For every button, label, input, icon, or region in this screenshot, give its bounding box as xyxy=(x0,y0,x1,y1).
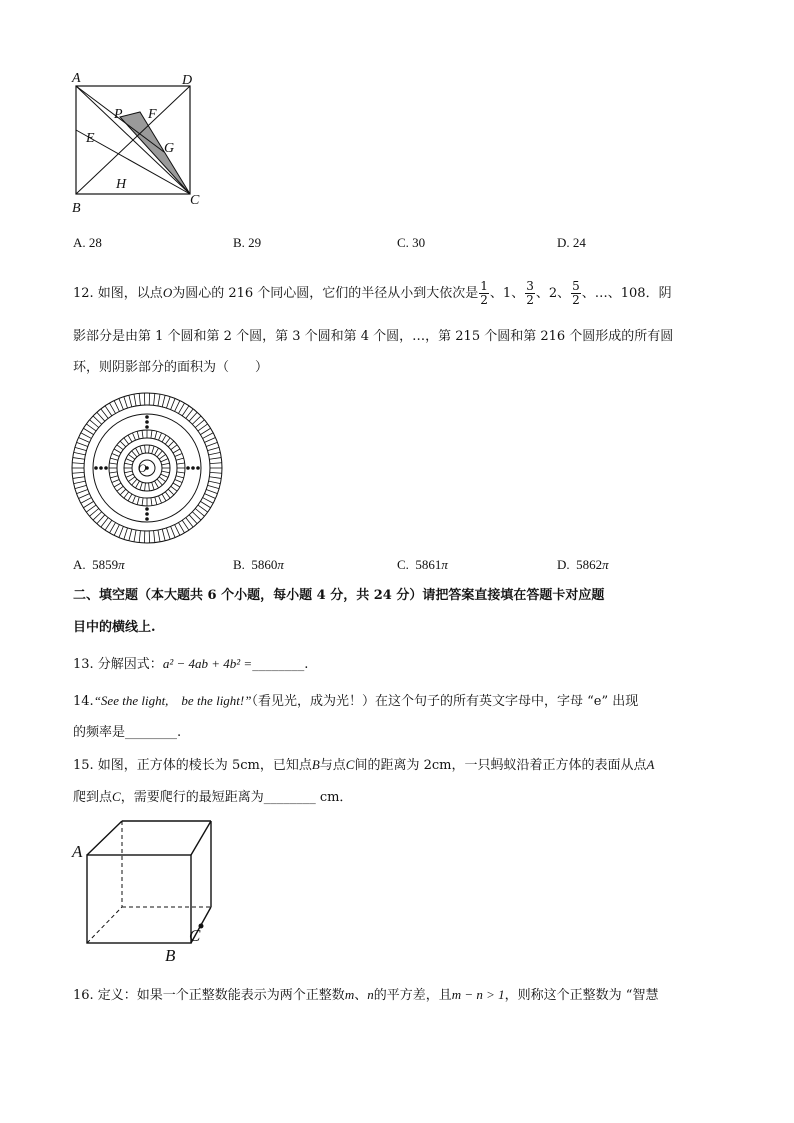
ring-hatch xyxy=(114,401,119,412)
label-H: H xyxy=(116,177,127,192)
ring-hatch xyxy=(209,481,221,483)
label-C: C xyxy=(190,193,200,208)
ellipsis-dot xyxy=(145,517,149,521)
ring-hatch xyxy=(101,409,108,418)
ring-hatch xyxy=(195,508,204,516)
ring-hatch xyxy=(186,518,193,527)
ring-hatch xyxy=(182,520,189,530)
ring-hatch xyxy=(132,479,137,485)
label-P: P xyxy=(114,107,123,122)
ring-hatch xyxy=(165,492,170,498)
ring-hatch xyxy=(86,505,96,512)
ring-hatch xyxy=(119,398,123,409)
ring-hatch xyxy=(155,481,159,488)
ring-hatch xyxy=(83,428,93,434)
ring-hatch xyxy=(166,397,170,408)
q12-line1-end: 、…、108．阴 xyxy=(581,286,672,301)
ring-hatch xyxy=(136,481,140,488)
ellipsis-dot xyxy=(145,420,149,424)
ellipsis-dot xyxy=(104,466,108,470)
q12-prefix: 12. 如图，以点 xyxy=(73,286,163,301)
ring-hatch xyxy=(74,481,86,483)
ring-hatch xyxy=(155,431,157,439)
ring-hatch xyxy=(161,459,168,462)
ring-hatch xyxy=(206,442,217,446)
cube-label-a: A xyxy=(72,842,83,861)
q12-option-c[interactable]: C. 5861π xyxy=(397,557,448,572)
ring-hatch xyxy=(155,497,157,505)
q13-blank[interactable]: ________ xyxy=(252,657,305,672)
fraction-3-2: $\frac{3}{2}$ xyxy=(526,279,534,307)
ring-hatch xyxy=(74,452,86,454)
ring-hatch xyxy=(97,515,105,524)
ring-hatch xyxy=(171,398,175,409)
ellipsis-dot xyxy=(196,466,200,470)
ring-hatch xyxy=(124,397,128,408)
ring-hatch xyxy=(205,437,216,442)
ring-hatch xyxy=(198,424,208,431)
ring-hatch xyxy=(114,483,121,487)
ring-hatch xyxy=(110,403,116,413)
ring-hatch xyxy=(203,498,214,504)
ring-hatch xyxy=(78,494,89,499)
ring-hatch xyxy=(142,498,143,506)
ring-hatch xyxy=(192,512,201,520)
ring-hatch xyxy=(157,479,162,485)
q14-quote: “See the light, be the light!” xyxy=(93,693,252,708)
ring-hatch xyxy=(198,505,208,512)
ring-hatch xyxy=(168,441,174,447)
ring-hatch xyxy=(140,482,142,490)
q11-option-d[interactable]: D. 24 xyxy=(557,235,586,250)
q13-expression: a² − 4ab + 4b² = xyxy=(162,656,253,671)
label-E: E xyxy=(86,131,95,146)
ring-hatch xyxy=(175,479,182,482)
ring-hatch xyxy=(175,401,180,412)
ring-hatch xyxy=(90,420,99,428)
ellipsis-dot xyxy=(186,466,190,470)
ring-hatch xyxy=(124,492,129,498)
square-figure xyxy=(60,70,210,220)
cube-figure xyxy=(68,815,228,965)
ring-hatch xyxy=(171,526,175,537)
ring-hatch xyxy=(208,447,220,450)
ellipsis-dot xyxy=(145,425,149,429)
ellipsis-dot xyxy=(145,512,149,516)
q12-mid: 为圆心的 216 个同心圆，它们的半径从小到大依次是 xyxy=(172,286,479,301)
label-D: D xyxy=(182,73,193,88)
ring-hatch xyxy=(128,477,134,482)
ring-hatch xyxy=(162,463,170,465)
ring-hatch xyxy=(139,393,140,405)
q15-line2: 爬到点C，需要爬行的最短距离为________ cm． xyxy=(73,789,353,805)
ring-hatch xyxy=(120,489,126,495)
ring-hatch xyxy=(97,412,105,421)
ring-hatch xyxy=(206,490,217,494)
ring-hatch xyxy=(109,472,117,473)
ring-hatch xyxy=(158,530,160,542)
ellipsis-dot xyxy=(145,415,149,419)
q14-line2: 的频率是________. xyxy=(73,725,182,740)
ring-hatch xyxy=(192,416,201,424)
ring-hatch xyxy=(168,489,174,495)
concentric-rings-figure xyxy=(70,391,224,545)
q11-option-b[interactable]: B. 29 xyxy=(233,235,262,250)
ring-hatch xyxy=(200,501,210,507)
fraction-5-2: $\frac{5}{2}$ xyxy=(572,279,580,307)
ring-hatch xyxy=(158,433,161,440)
ring-hatch xyxy=(129,529,132,541)
ring-hatch xyxy=(90,508,99,516)
ellipsis-dot xyxy=(94,466,98,470)
ring-hatch xyxy=(110,523,116,533)
q12-option-a[interactable]: A. 5859π xyxy=(73,557,125,572)
ring-hatch xyxy=(175,453,182,456)
ring-hatch xyxy=(171,445,177,450)
q15-line1: 15. 如图，正方体的棱长为 5cm，已知点B与点C间的距离为 2cm，一只蚂蚁沿着正方体的表面从点A xyxy=(73,757,655,773)
q12-sep1: 、1、 xyxy=(489,286,525,301)
q12-point-o: O xyxy=(162,285,173,300)
ring-hatch xyxy=(81,433,92,439)
ring-hatch xyxy=(137,431,139,439)
ring-hatch xyxy=(151,498,152,506)
ring-hatch xyxy=(72,463,84,464)
shaded-triangle xyxy=(120,112,190,194)
ring-hatch xyxy=(152,482,154,490)
label-F: F xyxy=(148,107,157,122)
ring-hatch xyxy=(162,494,166,501)
ring-hatch xyxy=(173,483,180,487)
ring-hatch xyxy=(75,485,87,488)
ring-hatch xyxy=(72,472,84,473)
ring-hatch xyxy=(83,501,93,507)
ring-hatch xyxy=(182,406,189,416)
ring-hatch xyxy=(73,458,85,460)
ring-hatch xyxy=(117,445,123,450)
ellipsis-dot xyxy=(191,466,195,470)
ring-hatch xyxy=(86,424,96,431)
ring-hatch xyxy=(112,453,119,456)
ring-hatch xyxy=(175,525,180,536)
ring-hatch xyxy=(128,494,132,501)
hidden-edge xyxy=(87,907,122,943)
ring-hatch xyxy=(166,528,170,539)
ring-hatch xyxy=(173,449,180,453)
ring-hatch xyxy=(162,529,165,541)
ring-hatch xyxy=(132,496,135,503)
ring-hatch xyxy=(126,474,133,477)
ring-hatch xyxy=(152,446,154,454)
q12-line3: 环，则阴影部分的面积为（ ） xyxy=(73,360,269,375)
ring-hatch xyxy=(157,451,162,457)
cube-front-face xyxy=(87,855,191,943)
section2-heading-line1: 二、填空题（本大题共 6 个小题，每小题 4 分，共 24 分）请把答案直接填在答题卡对应题 xyxy=(73,588,605,603)
ring-hatch xyxy=(140,446,142,454)
ring-hatch xyxy=(119,526,123,537)
center-label-o: O xyxy=(138,461,147,475)
q12-line2: 影部分是由第 1 个圆和第 2 个圆，第 3 个圆和第 4 个圆，…，第 215 个圆和第 216 个圆形成的所有圆 xyxy=(73,329,674,344)
ring-hatch xyxy=(154,531,155,543)
ring-hatch xyxy=(154,393,155,405)
section2-heading-line2: 目中的横线上. xyxy=(73,620,156,635)
ring-hatch xyxy=(125,463,133,465)
ring-hatch xyxy=(189,412,197,421)
ring-hatch xyxy=(78,437,89,442)
ring-hatch xyxy=(186,409,193,418)
ring-hatch xyxy=(151,430,152,438)
ring-hatch xyxy=(205,494,216,499)
ring-hatch xyxy=(149,483,150,491)
ring-hatch xyxy=(142,430,143,438)
fraction-1-2: $\frac{1}{2}$ xyxy=(480,279,488,307)
ring-hatch xyxy=(209,458,221,460)
q12-sep2: 、2、 xyxy=(535,286,571,301)
q13: 13. 分解因式：a² − 4ab + 4b² =________. xyxy=(73,656,309,672)
cube-label-c: C xyxy=(189,926,201,945)
q12-option-b[interactable]: B. 5860π xyxy=(233,557,284,572)
ring-hatch xyxy=(117,486,123,491)
ring-hatch xyxy=(208,485,220,488)
ring-hatch xyxy=(124,438,129,444)
label-A: A xyxy=(72,71,81,86)
ring-hatch xyxy=(125,471,133,473)
cube-label-b: B xyxy=(165,946,176,965)
q16-line1: 16. 定义：如果一个正整数能表示为两个正整数m、n的平方差，且m − n > 1，则称这个正整数为 “智慧 xyxy=(73,987,659,1003)
ring-hatch xyxy=(195,420,204,428)
ring-hatch xyxy=(110,458,118,460)
ellipsis-dot xyxy=(99,466,103,470)
ring-hatch xyxy=(75,447,87,450)
ring-hatch xyxy=(179,403,185,413)
ring-hatch xyxy=(114,449,121,453)
ring-hatch xyxy=(203,433,214,439)
ring-hatch xyxy=(109,463,117,464)
ring-hatch xyxy=(101,518,108,527)
ring-hatch xyxy=(149,445,150,453)
ring-hatch xyxy=(112,479,119,482)
q11-option-a[interactable]: A. 28 xyxy=(73,235,102,250)
ring-hatch xyxy=(77,490,88,494)
ring-hatch xyxy=(210,463,222,464)
ring-hatch xyxy=(171,486,177,491)
ring-hatch xyxy=(145,483,146,491)
ring-hatch xyxy=(128,435,132,442)
q12-option-d[interactable]: D. 5862π xyxy=(557,557,609,572)
ring-hatch xyxy=(209,477,221,479)
ring-hatch xyxy=(165,438,170,444)
ring-hatch xyxy=(200,428,210,434)
ring-hatch xyxy=(134,530,136,542)
ring-hatch xyxy=(161,474,168,477)
ring-hatch xyxy=(93,512,102,520)
ring-hatch xyxy=(132,433,135,440)
label-B: B xyxy=(72,201,81,216)
ring-hatch xyxy=(110,476,118,478)
ring-hatch xyxy=(134,394,136,406)
label-G: G xyxy=(164,141,175,156)
ring-hatch xyxy=(120,441,126,447)
ring-hatch xyxy=(159,454,165,459)
ring-hatch xyxy=(139,531,140,543)
ring-hatch xyxy=(179,523,185,533)
ring-hatch xyxy=(93,416,102,424)
q12-line1 xyxy=(73,280,672,307)
ring-hatch xyxy=(129,395,132,407)
ring-hatch xyxy=(210,472,222,473)
ring-hatch xyxy=(158,496,161,503)
ring-hatch xyxy=(159,477,165,482)
ring-hatch xyxy=(137,497,139,505)
ring-hatch xyxy=(105,520,112,530)
ring-hatch xyxy=(189,515,197,524)
q16-condition: m − n > 1 xyxy=(451,987,505,1002)
q11-option-c[interactable]: C. 30 xyxy=(397,235,426,250)
ring-hatch xyxy=(209,452,221,454)
ring-hatch xyxy=(177,463,185,464)
ring-hatch xyxy=(114,525,119,536)
ring-hatch xyxy=(77,442,88,446)
ring-hatch xyxy=(162,395,165,407)
ring-hatch xyxy=(176,458,184,460)
ring-hatch xyxy=(126,459,133,462)
q14-line1: 14.“See the light, be the light!”（看见光，成为光！）在这个句子的所有英文字母中，字母 “e” 出现 xyxy=(73,693,639,709)
ring-hatch xyxy=(105,406,112,416)
ring-hatch xyxy=(177,472,185,473)
ring-hatch xyxy=(162,471,170,473)
ring-hatch xyxy=(158,394,160,406)
ring-hatch xyxy=(136,448,140,455)
ring-hatch xyxy=(162,435,166,442)
ring-hatch xyxy=(155,448,159,455)
ring-hatch xyxy=(176,476,184,478)
ring-hatch xyxy=(124,528,128,539)
ring-hatch xyxy=(73,477,85,479)
ellipsis-dot xyxy=(145,507,149,511)
ring-hatch xyxy=(132,451,137,457)
ring-hatch xyxy=(145,445,146,453)
ring-hatch xyxy=(128,454,134,459)
ring-hatch xyxy=(81,498,92,504)
